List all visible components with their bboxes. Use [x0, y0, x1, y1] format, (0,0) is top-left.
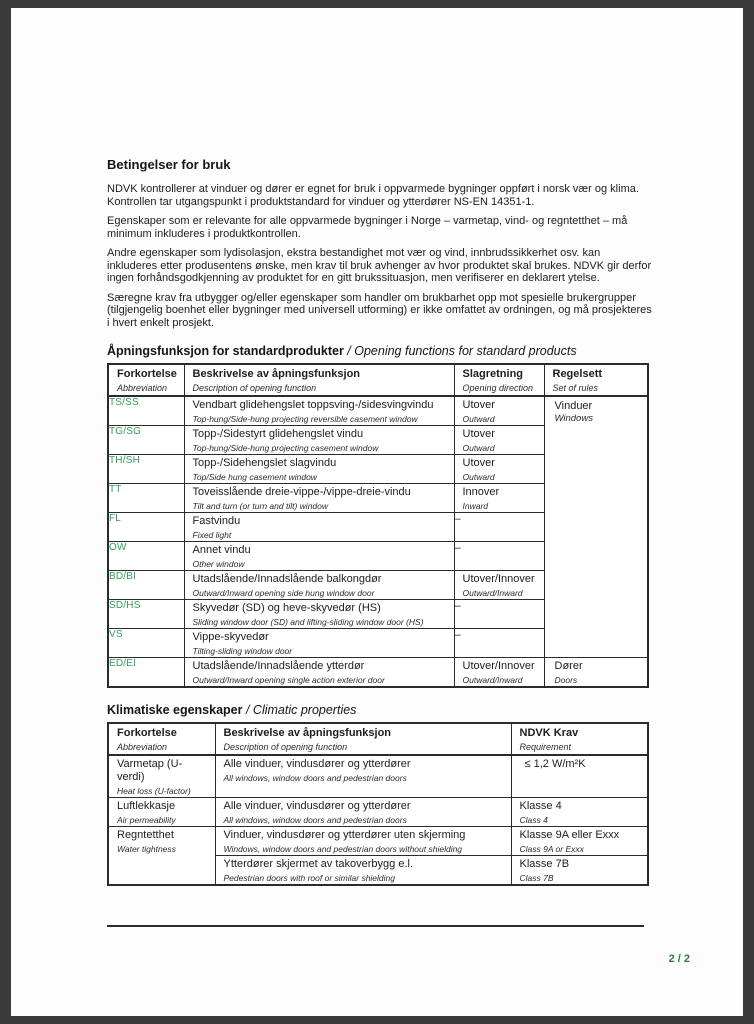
column-header-abbreviation: Forkortelse Abbreviation	[108, 723, 215, 755]
column-header-requirement: NDVK Krav Requirement	[511, 723, 648, 755]
section-title-english: Climatic properties	[252, 703, 357, 717]
document-page	[11, 8, 743, 1016]
direction-cell: Utover/Innover Outward/Inward	[454, 658, 544, 688]
abbreviation-cell: BD/BI	[108, 571, 184, 600]
description-cell: Annet vindu Other window	[184, 542, 454, 571]
abbreviation-cell: TT	[108, 484, 184, 513]
ruleset-windows-cell: Vinduer Windows	[544, 396, 648, 658]
column-header-description: Beskrivelse av åpningsfunksjon Description of opening function	[215, 723, 511, 755]
property-cell: Varmetap (U-verdi) Heat loss (U-factor)	[108, 755, 215, 798]
direction-cell: Innover Inward	[454, 484, 544, 513]
paragraph: Egenskaper som er relevante for alle oppvarmede bygninger i Norge – varmetap, vind- og regntetthet – må minimum inkluderes i produktkontrollen.	[107, 215, 628, 240]
abbreviation-cell: VS	[108, 629, 184, 658]
column-header-direction: Slagretning Opening direction	[454, 364, 544, 396]
page-number: 2 / 2	[668, 953, 690, 965]
document-heading: Betingelser for bruk	[107, 157, 231, 172]
table-row	[108, 755, 648, 798]
direction-cell: Utover Outward	[454, 455, 544, 484]
opening-table-body	[108, 396, 648, 687]
paragraph: Særegne krav fra utbygger og/eller egenskaper som handler om brukbarhet opp mot spesielle brukergrupper (tilgjengelig boenhet eller bygninger med universell utforming) er ikke omfattet av ordningen, og må prosjekteres i hvert enkelt prosjekt.	[107, 291, 652, 329]
section-title-norwegian: Åpningsfunksjon for standardprodukter	[107, 344, 344, 358]
table-row	[108, 658, 648, 688]
section-title-norwegian: Klimatiske egenskaper	[107, 703, 243, 717]
table-header-row	[108, 723, 648, 755]
requirement-cell: Klasse 4 Class 4	[511, 798, 648, 827]
direction-cell: Utover Outward	[454, 396, 544, 426]
intro-paragraphs	[107, 183, 691, 329]
description-cell: Topp-/Sidehengslet slagvindu Top/Side hung casement window	[184, 455, 454, 484]
abbreviation-cell: ED/EI	[108, 658, 184, 688]
abbreviation-cell: TS/SS	[108, 396, 184, 426]
section-title-separator: /	[343, 344, 355, 358]
direction-cell: –	[454, 542, 544, 571]
direction-cell: –	[454, 600, 544, 629]
table-row	[108, 827, 648, 856]
description-cell: Alle vinduer, vindusdører og ytterdører All windows, window doors and pedestrian doors	[215, 755, 511, 798]
climatic-table-body	[108, 755, 648, 885]
direction-cell: –	[454, 513, 544, 542]
column-header-abbreviation: Forkortelse Abbreviation	[108, 364, 184, 396]
section-title-climatic	[107, 703, 691, 717]
requirement-cell: ≤ 1,2 W/m²K	[511, 755, 648, 798]
table-row	[108, 798, 648, 827]
description-cell: Utadslående/Innadslående ytterdør Outward/Inward opening single action exterior door	[184, 658, 454, 688]
description-cell: Topp-/Sidestyrt glidehengslet vindu Top-hung/Side-hung projecting casement window	[184, 426, 454, 455]
column-header-description: Beskrivelse av åpningsfunksjon Description of opening function	[184, 364, 454, 396]
footer-divider	[107, 925, 644, 927]
paragraph: Andre egenskaper som lydisolasjon, ekstra bestandighet mot vær og vind, innbrudssikkerhet osv. kan inkluderes etter produsentens ønske, men krav til bruk avhenger av hvor produktet skal brukes. NDVK gir derfor ingen forhåndsgodkjenning av produktet for en gitt brukssituasjon, men verifiserer en deklarert ytelse.	[107, 247, 652, 284]
description-cell: Skyvedør (SD) og heve-skyvedør (HS) Sliding window door (SD) and lifting-sliding window door (HS)	[184, 600, 454, 629]
direction-cell: Utover/Innover Outward/Inward	[454, 571, 544, 600]
ruleset-doors-cell: Dører Doors	[544, 658, 648, 688]
property-cell: Luftlekkasje Air permeability	[108, 798, 215, 827]
property-cell: Regntetthet Water tightness	[108, 827, 215, 886]
section-title-english: Opening functions for standard products	[354, 344, 577, 358]
table-header-row	[108, 364, 648, 396]
abbreviation-cell: SD/HS	[108, 600, 184, 629]
requirement-cell: Klasse 7B Class 7B	[511, 856, 648, 886]
abbreviation-cell: TH/SH	[108, 455, 184, 484]
opening-functions-table	[107, 363, 649, 688]
direction-cell: Utover Outward	[454, 426, 544, 455]
description-cell: Alle vinduer, vindusdører og ytterdører All windows, window doors and pedestrian doors	[215, 798, 511, 827]
requirement-cell: Klasse 9A eller Exxx Class 9A or Exxx	[511, 827, 648, 856]
document-content	[107, 157, 691, 965]
column-header-ruleset: Regelsett Set of rules	[544, 364, 648, 396]
description-cell: Utadslående/Innadslående balkongdør Outward/Inward opening side hung window door	[184, 571, 454, 600]
table-row	[108, 396, 648, 426]
abbreviation-cell: OW	[108, 542, 184, 571]
direction-cell: –	[454, 629, 544, 658]
section-title-opening-functions	[107, 344, 691, 358]
climatic-properties-table	[107, 722, 649, 886]
paragraph: NDVK kontrollerer at vinduer og dører er egnet for bruk i oppvarmede bygninger oppført i norsk vær og klima. Kontrollen tar utgangspunkt i produktstandard for vinduer og ytterdører NS-EN 14351-1.	[107, 183, 639, 208]
description-cell: Vippe-skyvedør Tilting-sliding window door	[184, 629, 454, 658]
description-cell: Vendbart glidehengslet toppsving-/sidesvingvindu Top-hung/Side-hung projecting reversible casement window	[184, 396, 454, 426]
description-cell: Toveisslående dreie-vippe-/vippe-dreie-vindu Tilt and turn (or turn and tilt) window	[184, 484, 454, 513]
abbreviation-cell: FL	[108, 513, 184, 542]
description-cell: Fastvindu Fixed light	[184, 513, 454, 542]
description-cell: Ytterdører skjermet av takoverbygg e.l. Pedestrian doors with roof or similar shielding	[215, 856, 511, 886]
section-title-separator: /	[242, 703, 253, 717]
description-cell: Vinduer, vindusdører og ytterdører uten skjerming Windows, window doors and pedestrian doors without shielding	[215, 827, 511, 856]
abbreviation-cell: TG/SG	[108, 426, 184, 455]
